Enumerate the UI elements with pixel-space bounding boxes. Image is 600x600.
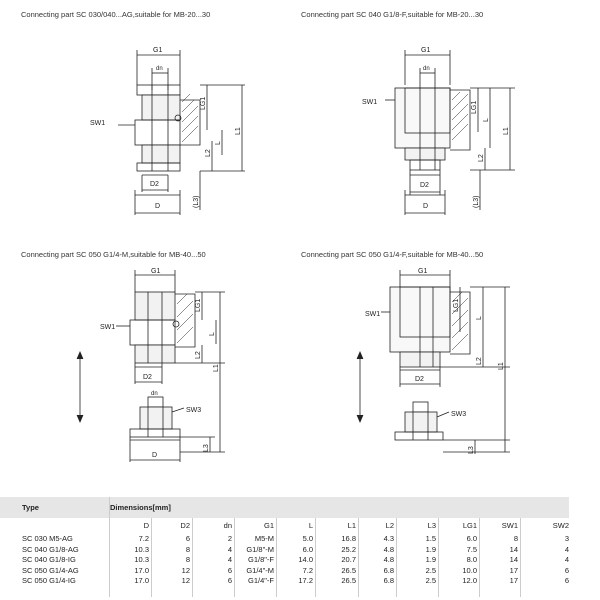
dim-label-l3: L3 [203, 444, 210, 452]
cell-g1: G1/8"-M [246, 544, 274, 554]
table-row [0, 545, 600, 555]
dim-label-sw1: SW1 [90, 120, 106, 127]
cell-d2: 6 [185, 534, 190, 543]
dim-label-sw1: SW1 [365, 311, 381, 318]
column-divider [151, 518, 152, 597]
cell-d: 10.3 [134, 555, 149, 564]
cell-dn: 6 [227, 565, 232, 575]
dim-label-l2: L2 [476, 357, 483, 365]
dim-label-d: D [152, 452, 158, 459]
dim-label-l3: (L3) [473, 195, 480, 208]
column-header-l1: L1 [347, 521, 356, 530]
dim-label-dn: dn [156, 66, 163, 72]
dim-label-l1: L1 [213, 364, 220, 372]
dim-label-lg1: LG1 [200, 96, 207, 110]
dim-label-l1: L1 [235, 127, 242, 135]
cell-lg1: 12.0 [462, 576, 477, 585]
cell-l3: 1.9 [425, 544, 436, 554]
cell-d2: 12 [181, 576, 190, 585]
dim-label-l: L [476, 316, 483, 320]
caption-drawing-1: Connecting part SC 030/040...AG,suitable for MB-20...30 [21, 10, 211, 19]
table-row [0, 555, 600, 565]
column-divider [192, 518, 193, 597]
dim-label-l3: (L3) [193, 195, 200, 208]
cell-dn: 2 [227, 534, 232, 543]
cell-lg1: 7.5 [466, 544, 477, 554]
dim-label-g1: G1 [421, 47, 431, 54]
cell-g1: G1/4"-M [246, 565, 274, 575]
table-row [0, 566, 600, 576]
technical-drawing-sc-040-g18-f [360, 30, 550, 220]
dim-label-lg1: LG1 [195, 298, 202, 312]
column-divider [479, 518, 480, 597]
cell-l: 14.0 [298, 555, 313, 564]
cell-l: 7.2 [302, 565, 313, 575]
cell-l3: 2.5 [425, 565, 436, 575]
dim-label-l3: L3 [468, 446, 475, 454]
cell-dn: 4 [227, 555, 232, 564]
column-headers [0, 518, 600, 533]
cell-l2: 4.8 [383, 555, 394, 564]
dim-label-l2: L2 [195, 351, 202, 359]
cell-lg1: 10.0 [462, 565, 477, 575]
column-header-l: L [308, 521, 313, 530]
cell-l: 5.0 [302, 534, 313, 543]
cell-l3: 2.5 [425, 576, 436, 585]
dim-label-dn: dn [423, 66, 430, 72]
column-divider [358, 518, 359, 597]
column-header-l2: L2 [385, 521, 394, 530]
cell-lg1: 8.0 [466, 555, 477, 564]
cell-l1: 20.7 [341, 555, 356, 564]
cell-sw1: 14 [509, 555, 518, 564]
table-row [0, 534, 600, 544]
type-header: Type [22, 503, 39, 512]
column-divider [276, 518, 277, 597]
cell-sw2: 3 [564, 534, 569, 543]
column-header-d2: D2 [180, 521, 190, 530]
column-header-lg1: LG1 [462, 521, 477, 530]
cell-l2: 6.8 [383, 565, 394, 575]
dim-label-sw1: SW1 [100, 324, 116, 331]
cell-l2: 4.3 [383, 534, 394, 543]
column-divider [438, 518, 439, 597]
column-divider [234, 518, 235, 597]
column-divider [109, 497, 110, 597]
dimensions-header: Dimensions[mm] [110, 503, 171, 512]
column-header-g1: G1 [263, 521, 274, 530]
caption-drawing-4: Connecting part SC 050 G1/4-F,suitable for MB-40...50 [301, 250, 484, 259]
cell-d2: 8 [185, 544, 190, 554]
dim-label-l: L [483, 118, 490, 122]
cell-dn: 4 [227, 544, 232, 554]
cell-sw1: 14 [509, 544, 518, 554]
technical-drawing-sc-030-040-ag [80, 30, 270, 220]
column-header-sw1: SW1 [501, 521, 518, 530]
table-row [0, 576, 600, 586]
cell-l2: 4.8 [383, 544, 394, 554]
cell-d: 17.0 [134, 565, 149, 575]
cell-l1: 26.5 [341, 565, 356, 575]
column-header-dn: dn [223, 521, 232, 530]
cell-sw1: 17 [509, 576, 518, 585]
cell-l1: 16.8 [341, 534, 356, 543]
cell-type: SC 050 G1/4-IG [22, 576, 76, 585]
cell-l1: 25.2 [341, 544, 356, 554]
cell-l3: 1.9 [425, 555, 436, 564]
cell-sw1: 17 [509, 565, 518, 575]
cell-d2: 8 [185, 555, 190, 564]
dim-label-g1: G1 [153, 47, 163, 54]
cell-d2: 12 [181, 565, 190, 575]
dim-label-l2: L2 [205, 149, 212, 157]
column-header-l3: L3 [427, 521, 436, 530]
technical-drawing-sc-050-g14-f [345, 262, 535, 477]
caption-drawing-3: Connecting part SC 050 G1/4-M,suitable for MB-40...50 [21, 250, 206, 259]
cell-sw2: 4 [564, 555, 569, 564]
column-divider [520, 518, 521, 597]
cell-sw1: 8 [513, 534, 518, 543]
technical-drawing-sc-050-g14-m [60, 262, 250, 477]
dim-label-l1: L1 [498, 362, 505, 370]
dim-label-lg1: LG1 [471, 100, 478, 114]
dim-label-sw3: SW3 [451, 411, 467, 418]
cell-g1: M5-M [254, 534, 274, 543]
cell-d: 17.0 [134, 576, 149, 585]
dim-label-d2: D2 [143, 374, 152, 381]
cell-sw2: 4 [564, 544, 569, 554]
cell-l: 6.0 [302, 544, 313, 554]
column-header-d: D [143, 521, 149, 530]
cell-type: SC 040 G1/8-AG [22, 544, 79, 554]
dim-label-g1: G1 [418, 268, 428, 275]
cell-d: 10.3 [134, 544, 149, 554]
dim-label-d: D [423, 203, 429, 210]
caption-drawing-2: Connecting part SC 040 G1/8-F,suitable for MB-20...30 [301, 10, 484, 19]
cell-l2: 6.8 [383, 576, 394, 585]
dim-label-d2: D2 [150, 181, 159, 188]
cell-sw2: 6 [564, 565, 569, 575]
dim-label-lg1: LG1 [453, 298, 460, 312]
dim-label-l2: L2 [478, 154, 485, 162]
column-divider [315, 518, 316, 597]
dim-label-d2: D2 [420, 182, 429, 189]
dim-label-d2: D2 [415, 376, 424, 383]
cell-l: 17.2 [298, 576, 313, 585]
cell-type: SC 050 G1/4-AG [22, 565, 79, 575]
cell-lg1: 6.0 [466, 534, 477, 543]
dim-label-l1: L1 [503, 127, 510, 135]
dim-label-l: L [215, 141, 222, 145]
cell-dn: 6 [227, 576, 232, 585]
cell-sw2: 6 [564, 576, 569, 585]
dimensions-table [0, 497, 600, 600]
cell-type: SC 030 M5-AG [22, 534, 73, 543]
dim-label-sw3: SW3 [186, 407, 202, 414]
cell-type: SC 040 G1/8-IG [22, 555, 76, 564]
cell-l3: 1.5 [425, 534, 436, 543]
dim-label-sw1: SW1 [362, 99, 378, 106]
dim-label-dn-lower: dn [151, 391, 158, 397]
cell-g1: G1/8"-F [247, 555, 274, 564]
dim-label-g1: G1 [151, 268, 161, 275]
cell-d: 7.2 [138, 534, 149, 543]
dim-label-d: D [155, 203, 161, 210]
cell-g1: G1/4"-F [247, 576, 274, 585]
dim-label-l: L [209, 332, 216, 336]
column-divider [396, 518, 397, 597]
table-header-band [0, 497, 569, 518]
column-header-sw2: SW2 [552, 521, 569, 530]
cell-l1: 26.5 [341, 576, 356, 585]
